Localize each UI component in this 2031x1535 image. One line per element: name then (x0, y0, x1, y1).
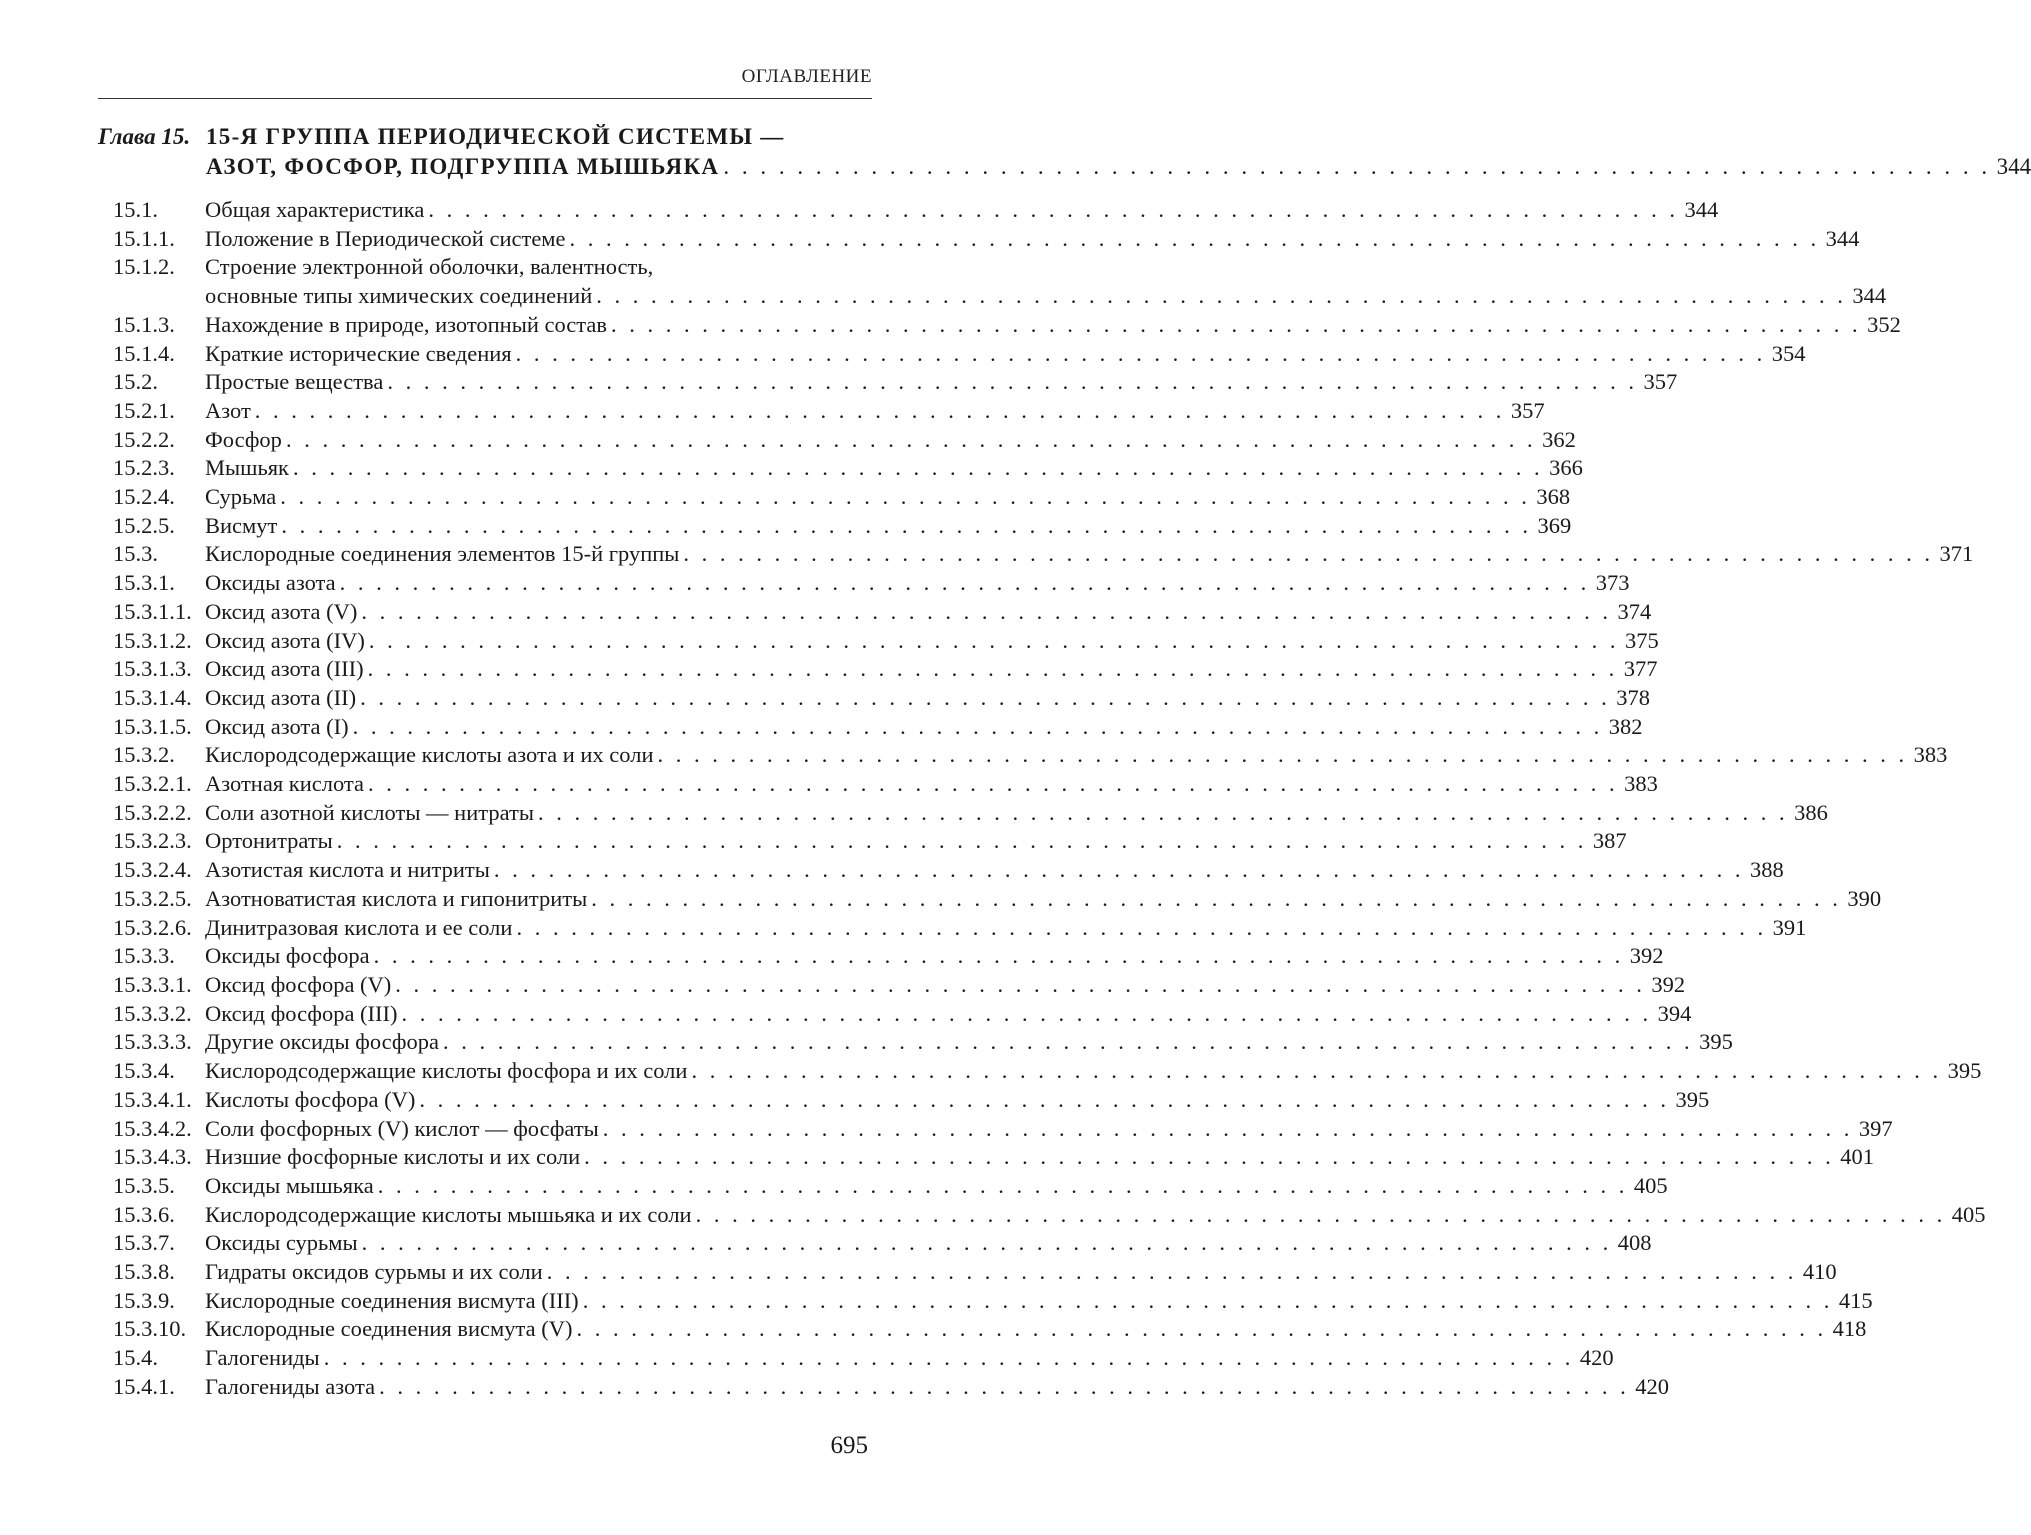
toc-entry-number: 15.3.1.1. (113, 598, 192, 624)
toc-entry (113, 1201, 1986, 1230)
toc-entry (113, 655, 1658, 684)
toc-entry-title: Азотноватистая кислота и гипонитриты (205, 885, 588, 911)
dot-leader: . . . . . . . . . . . . . . . . . . . . . . . . . . . . . . . . . . . . . . . . . . . . . . . . . . . . . . . . . . . . . . . . . . . . . (395, 971, 1646, 997)
dot-leader: . . . . . . . . . . . . . . . . . . . . . . . . . . . . . . . . . . . . . . . . . . . . . . . . . . . . . . . . . . . . . . . . . . . . . (591, 885, 1842, 911)
toc-entry-page: 362 (1542, 426, 1576, 452)
toc-entry-number: 15.3.8. (113, 1259, 175, 1285)
toc-entry (113, 1028, 1733, 1057)
dot-leader: . . . . . . . . . . . . . . . . . . . . . . . . . . . . . . . . . . . . . . . . . . . . . . . . . . . . . . . . . . . . . . . . . . . . . (339, 570, 1590, 596)
toc-entry-page: 357 (1643, 369, 1678, 395)
chapter-title-line1: 15-Я ГРУППА ПЕРИОДИЧЕСКОЙ СИСТЕМЫ — (206, 124, 785, 149)
toc-entry-title: Простые вещества (205, 369, 384, 395)
toc-entry (113, 1287, 1873, 1316)
toc-entry (113, 827, 1627, 856)
toc-entry-title: Соли фосфорных (V) кислот — фосфаты (205, 1115, 599, 1141)
dot-leader: . . . . . . . . . . . . . . . . . . . . . . . . . . . . . . . . . . . . . . . . . . . . . . . . . . . . . . . . . . . . . . . . . . . . . (493, 857, 1744, 883)
toc-entry-page: 418 (1832, 1316, 1867, 1342)
toc-entry (113, 512, 1572, 541)
toc-entry-page: 388 (1749, 857, 1784, 883)
dot-leader: . . . . . . . . . . . . . . . . . . . . . . . . . . . . . . . . . . . . . . . . . . . . . . . . . . . . . . . . . . . . . . . . . . . . . (254, 397, 1505, 423)
toc-entry-page: 374 (1617, 598, 1652, 624)
toc-entry-title: Кислородсодержащие кислоты азота и их соли (205, 742, 654, 768)
header-rule (98, 98, 872, 99)
toc-entry-number: 15.3.3.3. (113, 1029, 192, 1055)
dot-leader: . . . . . . . . . . . . . . . . . . . . . . . . . . . . . . . . . . . . . . . . . . . . . . . . . . . . . . . . . . . . . . . . . . . . . (419, 1086, 1670, 1112)
toc-entry-title: Оксид азота (I) (205, 713, 349, 739)
toc-entry (113, 1057, 1982, 1086)
dot-leader: . . . . . . . . . . . . . . . . . . . . . . . . . . . . . . . . . . . . . . . . . . . . . . . . . . . . . . . . . . . . . . . . . . . . . (576, 1316, 1827, 1342)
toc-entry (113, 1344, 1614, 1373)
toc-entry-title: Нахождение в природе, изотопный состав (205, 311, 608, 337)
toc-entry-page: 386 (1794, 799, 1828, 825)
toc-entry-page: 357 (1510, 397, 1545, 423)
toc-entry (113, 942, 1664, 971)
dot-leader: . . . . . . . . . . . . . . . . . . . . . . . . . . . . . . . . . . . . . . . . . . . . . . . . . . . . . . . . . . . . . . . . . . . . . (368, 627, 1619, 653)
dot-leader: . . . . . . . . . . . . . . . . . . . . . . . . . . . . . . . . . . . . . . . . . . . . . . . . . . . . . . . . . . . . . . . . . . . . . (443, 1029, 1694, 1055)
toc-entry-number: 15.3.1.5. (113, 713, 192, 739)
toc-entry-title: Кислородсодержащие кислоты фосфора и их соли (205, 1058, 688, 1084)
toc-entry-title: Оксиды сурьмы (205, 1230, 358, 1256)
toc-entry-title: Кислородные соединения висмута (III) (205, 1287, 579, 1313)
dot-leader: . . . . . . . . . . . . . . . . . . . . . . . . . . . . . . . . . . . . . . . . . . . . . . . . . . . . . . . . . . . . . . . . . . . . . (361, 1230, 1612, 1256)
toc-entry-page: 383 (1624, 771, 1658, 797)
toc-entry (113, 483, 1571, 512)
toc-entry (113, 741, 1948, 770)
toc-entry-title-continued: основные типы химических соединений (205, 283, 593, 309)
toc-entry-title: Гидраты оксидов сурьмы и их соли (205, 1259, 543, 1285)
toc-entry-page: 373 (1595, 570, 1630, 596)
toc-entry-number: 15.3.3.2. (113, 1000, 192, 1026)
dot-leader: . . . . . . . . . . . . . . . . . . . . . . . . . . . . . . . . . . . . . . . . . . . . . . . . . . . . . . . . . . . . . . . . . . . . . (387, 369, 1638, 395)
toc-entry-page: 390 (1847, 885, 1882, 911)
toc-entry-number: 15.3.2. (113, 742, 175, 768)
toc-entry (113, 1115, 1893, 1144)
toc-entry-page: 378 (1616, 684, 1650, 710)
toc-entry (113, 368, 1678, 397)
dot-leader: . . . . . . . . . . . . . . . . . . . . . . . . . . . . . . . . . . . . . . . . . . . . . . . . . . . . . . . . . . . . . . . . . . . . . (596, 283, 1847, 309)
toc-entry-number: 15.3.1. (113, 570, 175, 596)
toc-entry-number: 15.1.4. (113, 340, 175, 366)
toc-entry-page: 344 (1852, 283, 1887, 309)
toc-entry-number: 15.3.2.6. (113, 914, 192, 940)
dot-leader: . . . . . . . . . . . . . . . . . . . . . . . . . . . . . . . . . . . . . . . . . . . . . . . . . . . . . . . . . . . . . . . . . . . . . (695, 1201, 1946, 1227)
toc-entry-number: 15.2.2. (113, 426, 175, 452)
toc-entry-number: 15.3.2.3. (113, 828, 192, 854)
dot-leader: . . . . . . . . . . . . . . . . . . . . . . . . . . . . . . . . . . . . . . . . . . . . . . . . . . . . . . . . . . . . . . . . . . . . . (611, 311, 1862, 337)
toc-entry-title: Краткие исторические сведения (205, 340, 512, 366)
running-head: ОГЛАВЛЕНИЕ (741, 66, 872, 87)
toc-entry-page: 371 (1939, 541, 1974, 567)
toc-entry-number: 15.4. (113, 1345, 158, 1371)
toc-entry-title: Галогениды (205, 1345, 320, 1371)
dot-leader: . . . . . . . . . . . . . . . . . . . . . . . . . . . . . . . . . . . . . . . . . . . . . . . . . . . . . . . . . . . . . . . . . . . . . (582, 1287, 1833, 1313)
toc-entry-number: 15.3.2.5. (113, 885, 192, 911)
toc-entry (113, 454, 1583, 483)
toc-entry-page: 395 (1699, 1029, 1733, 1055)
toc-entry-page: 382 (1608, 713, 1643, 739)
toc-entry-number: 15.3.6. (113, 1201, 175, 1227)
dot-leader: . . . . . . . . . . . . . . . . . . . . . . . . . . . . . . . . . . . . . . . . . . . . . . . . . . . . . . . . . . . . . . . . . . . . . (723, 154, 1991, 179)
toc-entry (113, 627, 1659, 656)
chapter-title-line2-row (206, 152, 2031, 182)
dot-leader: . . . . . . . . . . . . . . . . . . . . . . . . . . . . . . . . . . . . . . . . . . . . . . . . . . . . . . . . . . . . . . . . . . . . . (546, 1259, 1797, 1285)
page-number-folio: 695 (830, 1432, 868, 1459)
toc-entry (113, 971, 1686, 1000)
toc-entry-title: Оксид фосфора (V) (205, 971, 392, 997)
toc-entry (113, 598, 1652, 627)
toc-entry-number: 15.3.4. (113, 1058, 175, 1084)
toc-entry-title: Соли азотной кислоты — нитраты (205, 799, 534, 825)
toc-entry-page: 377 (1623, 656, 1658, 682)
dot-leader: . . . . . . . . . . . . . . . . . . . . . . . . . . . . . . . . . . . . . . . . . . . . . . . . . . . . . . . . . . . . . . . . . . . . . (361, 598, 1612, 624)
toc-entry-number: 15.2.5. (113, 512, 175, 538)
toc-entry-page: 420 (1635, 1373, 1669, 1399)
toc-entry-title: Азотная кислота (205, 771, 365, 797)
toc-entry-title: Сурьма (205, 484, 277, 510)
toc-entry-title: Строение электронной оболочки, валентность, (205, 254, 654, 280)
dot-leader: . . . . . . . . . . . . . . . . . . . . . . . . . . . . . . . . . . . . . . . . . . . . . . . . . . . . . . . . . . . . . . . . . . . . . (379, 1373, 1630, 1399)
toc-entry-title: Оксид азота (II) (205, 684, 357, 710)
toc-entry-page: 368 (1536, 484, 1571, 510)
dot-leader: . . . . . . . . . . . . . . . . . . . . . . . . . . . . . . . . . . . . . . . . . . . . . . . . . . . . . . . . . . . . . . . . . . . . . (352, 713, 1603, 739)
dot-leader: . . . . . . . . . . . . . . . . . . . . . . . . . . . . . . . . . . . . . . . . . . . . . . . . . . . . . . . . . . . . . . . . . . . . . (683, 541, 1934, 567)
dot-leader: . . . . . . . . . . . . . . . . . . . . . . . . . . . . . . . . . . . . . . . . . . . . . . . . . . . . . . . . . . . . . . . . . . . . . (691, 1058, 1942, 1084)
toc-entry-number: 15.3.10. (113, 1316, 187, 1342)
toc-entry (113, 770, 1658, 799)
toc-entry-number: 15.1.1. (113, 225, 175, 251)
toc-entry (113, 311, 1901, 340)
toc-entry (113, 1258, 1837, 1287)
dot-leader: . . . . . . . . . . . . . . . . . . . . . . . . . . . . . . . . . . . . . . . . . . . . . . . . . . . . . . . . . . . . . . . . . . . . . (537, 799, 1789, 825)
dot-leader: . . . . . . . . . . . . . . . . . . . . . . . . . . . . . . . . . . . . . . . . . . . . . . . . . . . . . . . . . . . . . . . . . . . . . (569, 225, 1820, 251)
toc-entry-title: Азот (205, 397, 251, 423)
dot-leader: . . . . . . . . . . . . . . . . . . . . . . . . . . . . . . . . . . . . . . . . . . . . . . . . . . . . . . . . . . . . . . . . . . . . . (657, 742, 1908, 768)
toc-entry-page: 354 (1771, 340, 1806, 366)
toc-entry-title: Ортонитраты (205, 828, 333, 854)
toc-entry-page: 415 (1838, 1287, 1873, 1313)
toc-entry (113, 397, 1545, 426)
toc-entry-number: 15.2. (113, 369, 158, 395)
toc-entry-title: Галогениды азота (205, 1373, 376, 1399)
toc-entry (113, 684, 1650, 713)
toc-entry-page: 420 (1579, 1345, 1614, 1371)
toc-entry-title: Висмут (205, 512, 278, 538)
toc-entry-title: Оксиды фосфора (205, 943, 370, 969)
toc-entry-title: Другие оксиды фосфора (205, 1029, 439, 1055)
toc-entry (113, 1229, 1652, 1258)
dot-leader: . . . . . . . . . . . . . . . . . . . . . . . . . . . . . . . . . . . . . . . . . . . . . . . . . . . . . . . . . . . . . . . . . . . . . (336, 828, 1587, 854)
toc-entry-number: 15.3.4.3. (113, 1144, 192, 1170)
toc-entry-number: 15.1. (113, 197, 158, 222)
toc-entry-title: Низшие фосфорные кислоты и их соли (205, 1144, 581, 1170)
toc-entry-number: 15.3.2.1. (113, 771, 192, 797)
dot-leader: . . . . . . . . . . . . . . . . . . . . . . . . . . . . . . . . . . . . . . . . . . . . . . . . . . . . . . . . . . . . . . . . . . . . . (368, 771, 1619, 797)
toc-entry-number: 15.1.3. (113, 311, 175, 337)
toc-entry (113, 1086, 1710, 1115)
toc-entry-number: 15.3.3. (113, 943, 175, 969)
toc-entry-page: 408 (1617, 1230, 1652, 1256)
dot-leader: . . . . . . . . . . . . . . . . . . . . . . . . . . . . . . . . . . . . . . . . . . . . . . . . . . . . . . . . . . . . . . . . . . . . . (360, 684, 1611, 710)
toc-entry-title: Мышьяк (205, 455, 289, 481)
chapter-heading (98, 122, 2031, 182)
dot-leader: . . . . . . . . . . . . . . . . . . . . . . . . . . . . . . . . . . . . . . . . . . . . . . . . . . . . . . . . . . . . . . . . . . . . . (281, 512, 1532, 538)
toc-entry-number: 15.3.1.3. (113, 656, 192, 682)
toc-entry-title: Оксид азота (V) (205, 598, 358, 624)
table-of-contents (113, 196, 1986, 1402)
dot-leader: . . . . . . . . . . . . . . . . . . . . . . . . . . . . . . . . . . . . . . . . . . . . . . . . . . . . . . . . . . . . . . . . . . . . . (377, 1172, 1628, 1198)
toc-entry-page: 366 (1549, 455, 1583, 481)
toc-entry-page: 394 (1657, 1000, 1692, 1026)
toc-entry-number: 15.2.4. (113, 484, 175, 510)
toc-entry (113, 1172, 1668, 1201)
chapter-page-number: 344 (1996, 154, 2031, 179)
toc-entry (113, 340, 1806, 369)
chapter-title-line2: АЗОТ, ФОСФОР, ПОДГРУППА МЫШЬЯКА (206, 154, 720, 179)
toc-entry-number: 15.3.1.2. (113, 627, 192, 653)
toc-entry (113, 225, 1860, 254)
dot-leader: . . . . . . . . . . . . . . . . . . . . . . . . . . . . . . . . . . . . . . . . . . . . . . . . . . . . . . . . . . . . . . . . . . . . . (285, 426, 1537, 452)
toc-entry (113, 196, 1719, 225)
toc-entry-title: Кислородсодержащие кислоты мышьяка и их соли (205, 1201, 692, 1227)
toc-entry-title: Оксиды мышьяка (205, 1172, 374, 1198)
toc-entry (113, 885, 1882, 914)
dot-leader: . . . . . . . . . . . . . . . . . . . . . . . . . . . . . . . . . . . . . . . . . . . . . . . . . . . . . . . . . . . . . . . . . . . . . (428, 197, 1679, 222)
chapter-label: Глава 15. (98, 124, 191, 149)
toc-entry-number: 15.3.7. (113, 1230, 175, 1256)
toc-entry-number: 15.3.2.2. (113, 799, 192, 825)
toc-entry-title: Кислородные соединения элементов 15-й группы (205, 541, 680, 567)
toc-entry (113, 856, 1784, 885)
toc-entry (113, 914, 1807, 943)
toc-entry-title: Азотистая кислота и нитриты (205, 857, 490, 883)
toc-entry-page: 395 (1675, 1086, 1710, 1112)
toc-entry-page: 344 (1684, 197, 1719, 222)
toc-entry-page: 387 (1592, 828, 1627, 854)
toc-entry (113, 1373, 1669, 1402)
toc-entry-number: 15.3.1.4. (113, 684, 192, 710)
toc-entry-title: Положение в Периодической системе (205, 225, 566, 251)
toc-entry-title: Фосфор (205, 426, 282, 452)
dot-leader: . . . . . . . . . . . . . . . . . . . . . . . . . . . . . . . . . . . . . . . . . . . . . . . . . . . . . . . . . . . . . . . . . . . . . (602, 1115, 1853, 1141)
toc-entry (113, 569, 1630, 598)
toc-entry-page: 352 (1867, 311, 1901, 337)
dot-leader: . . . . . . . . . . . . . . . . . . . . . . . . . . . . . . . . . . . . . . . . . . . . . . . . . . . . . . . . . . . . . . . . . . . . . (280, 484, 1531, 510)
toc-entry-page: 369 (1537, 512, 1572, 538)
dot-leader: . . . . . . . . . . . . . . . . . . . . . . . . . . . . . . . . . . . . . . . . . . . . . . . . . . . . . . . . . . . . . . . . . . . . . (293, 455, 1544, 481)
toc-entry-title: Оксид азота (III) (205, 656, 364, 682)
toc-entry-page: 397 (1858, 1115, 1893, 1141)
dot-leader: . . . . . . . . . . . . . . . . . . . . . . . . . . . . . . . . . . . . . . . . . . . . . . . . . . . . . . . . . . . . . . . . . . . . . (401, 1000, 1652, 1026)
toc-entry-title: Оксид фосфора (III) (205, 1000, 398, 1026)
toc-entry-number: 15.3.2.4. (113, 857, 192, 883)
toc-entry-number: 15.4.1. (113, 1373, 175, 1399)
toc-entry (113, 799, 1828, 828)
toc-entry-page: 392 (1651, 971, 1686, 997)
toc-entry (113, 1143, 1875, 1172)
toc-entry (113, 713, 1643, 742)
toc-entry-number: 15.3.5. (113, 1172, 175, 1198)
toc-entry-page: 391 (1772, 914, 1807, 940)
toc-entry-title: Динитразовая кислота и ее соли (205, 914, 513, 940)
toc-entry-title: Кислородные соединения висмута (V) (205, 1316, 573, 1342)
toc-entry-number: 15.3.9. (113, 1287, 175, 1313)
dot-leader: . . . . . . . . . . . . . . . . . . . . . . . . . . . . . . . . . . . . . . . . . . . . . . . . . . . . . . . . . . . . . . . . . . . . . (373, 943, 1624, 969)
toc-entry-title: Общая характеристика (205, 197, 425, 222)
dot-leader: . . . . . . . . . . . . . . . . . . . . . . . . . . . . . . . . . . . . . . . . . . . . . . . . . . . . . . . . . . . . . . . . . . . . . (515, 340, 1766, 366)
toc-entry-number: 15.3. (113, 541, 158, 567)
toc-entry-page: 344 (1825, 225, 1860, 251)
toc-entry (113, 1000, 1692, 1029)
toc-entry-page: 405 (1633, 1172, 1668, 1198)
toc-entry-page: 405 (1951, 1201, 1986, 1227)
toc-entry (113, 426, 1576, 455)
toc-entry-number: 15.3.4.2. (113, 1115, 192, 1141)
toc-entry-title: Оксид азота (IV) (205, 627, 365, 653)
toc-entry-number: 15.3.3.1. (113, 971, 192, 997)
toc-entry-page: 410 (1802, 1259, 1837, 1285)
toc-entry-page: 375 (1625, 627, 1659, 653)
toc-entry (113, 253, 1887, 310)
toc-entry-title: Кислоты фосфора (V) (205, 1086, 416, 1112)
toc-entry-number: 15.2.3. (113, 455, 175, 481)
dot-leader: . . . . . . . . . . . . . . . . . . . . . . . . . . . . . . . . . . . . . . . . . . . . . . . . . . . . . . . . . . . . . . . . . . . . . (516, 914, 1767, 940)
toc-entry (113, 540, 1974, 569)
dot-leader: . . . . . . . . . . . . . . . . . . . . . . . . . . . . . . . . . . . . . . . . . . . . . . . . . . . . . . . . . . . . . . . . . . . . . (584, 1144, 1835, 1170)
toc-entry-number: 15.1.2. (113, 254, 175, 280)
toc-entry-number: 15.3.4.1. (113, 1086, 192, 1112)
toc-entry-page: 401 (1840, 1144, 1875, 1170)
dot-leader: . . . . . . . . . . . . . . . . . . . . . . . . . . . . . . . . . . . . . . . . . . . . . . . . . . . . . . . . . . . . . . . . . . . . . (323, 1345, 1574, 1371)
toc-entry-page: 392 (1629, 943, 1664, 969)
toc-entry-title: Оксиды азота (205, 570, 336, 596)
toc-entry-number: 15.2.1. (113, 397, 175, 423)
toc-entry-page: 395 (1947, 1058, 1982, 1084)
toc-entry (113, 1315, 1867, 1344)
dot-leader: . . . . . . . . . . . . . . . . . . . . . . . . . . . . . . . . . . . . . . . . . . . . . . . . . . . . . . . . . . . . . . . . . . . . . (367, 656, 1618, 682)
toc-entry-page: 383 (1913, 742, 1948, 768)
